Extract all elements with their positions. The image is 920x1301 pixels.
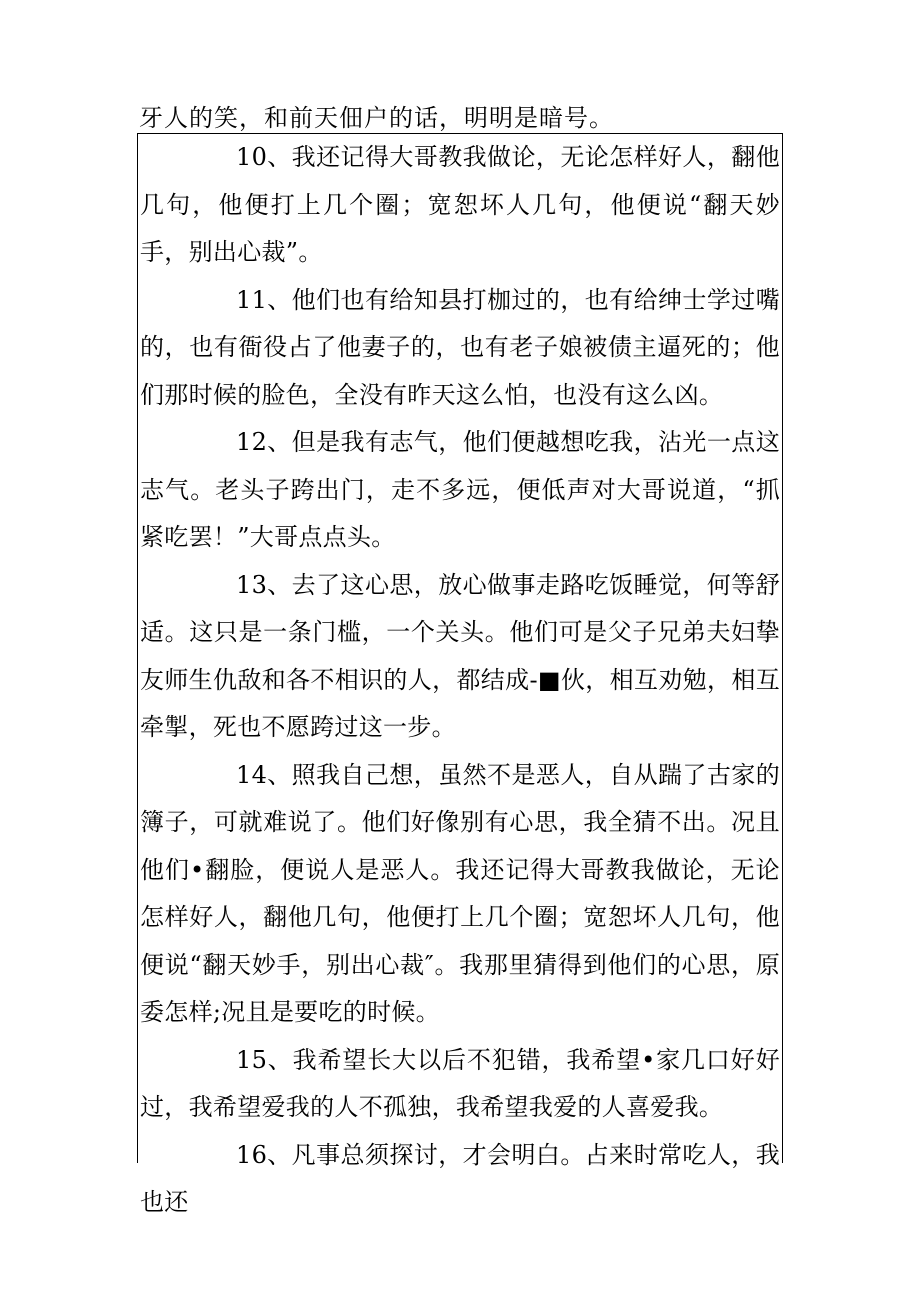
- paragraph-12: 12、但是我有志气，他们便越想吃我，沾光一点这志气。老头子跨出门，走不多远，便低声对大哥说道，“抓紧吃罢！”大哥点点头。: [140, 428, 780, 551]
- lead-text: 牙人的笑，和前天佃户的话，明明是暗号。: [139, 104, 614, 132]
- paragraph-14: 14、照我自己想，虽然不是恶人，自从踹了古家的簿子，可就难说了。他们好像别有心思，我全猜不出。况且他们•翻脸，便说人是恶人。我还记得大哥教我做论，无论怎样好人，翻他几句，他便打上几个圈；宽恕坏人几句，他便说“翻天妙手，别出心裁″。我那里猜得到他们的心思，原委怎样;况且是要吃的时候。: [140, 760, 780, 1026]
- paragraph-16: 16、凡事总须探讨，才会明白。占来时常吃人，我也还: [140, 1140, 780, 1216]
- paragraph-15: 15、我希望长大以后不犯错，我希望•家几口好好过，我希望爱我的人不孤独，我希望我爱的人喜爱我。: [140, 1045, 780, 1121]
- paragraph-11: 11、他们也有给知县打枷过的，也有给绅士学过嘴的，也有衙役占了他妻子的，也有老子娘被债主逼死的；他们那时候的脸色，全没有昨天这么怕，也没有这么凶。: [140, 285, 780, 409]
- paragraph-13: 13、去了这心思，放心做事走路吃饭睡觉，何等舒适。这只是一条门槛，一个关头。他们可是父子兄弟夫妇挚友师生仇敌和各不相识的人，都结成-■伙，相互劝勉，相互牵掣，死也不愿跨过这一步。: [140, 570, 780, 741]
- content-table: [137, 133, 783, 1216]
- paragraph-10: 10、我还记得大哥教我做论，无论怎样好人，翻他几句，他便打上几个圈；宽恕坏人几句，他便说“翻天妙手，别出心裁”。: [140, 143, 780, 266]
